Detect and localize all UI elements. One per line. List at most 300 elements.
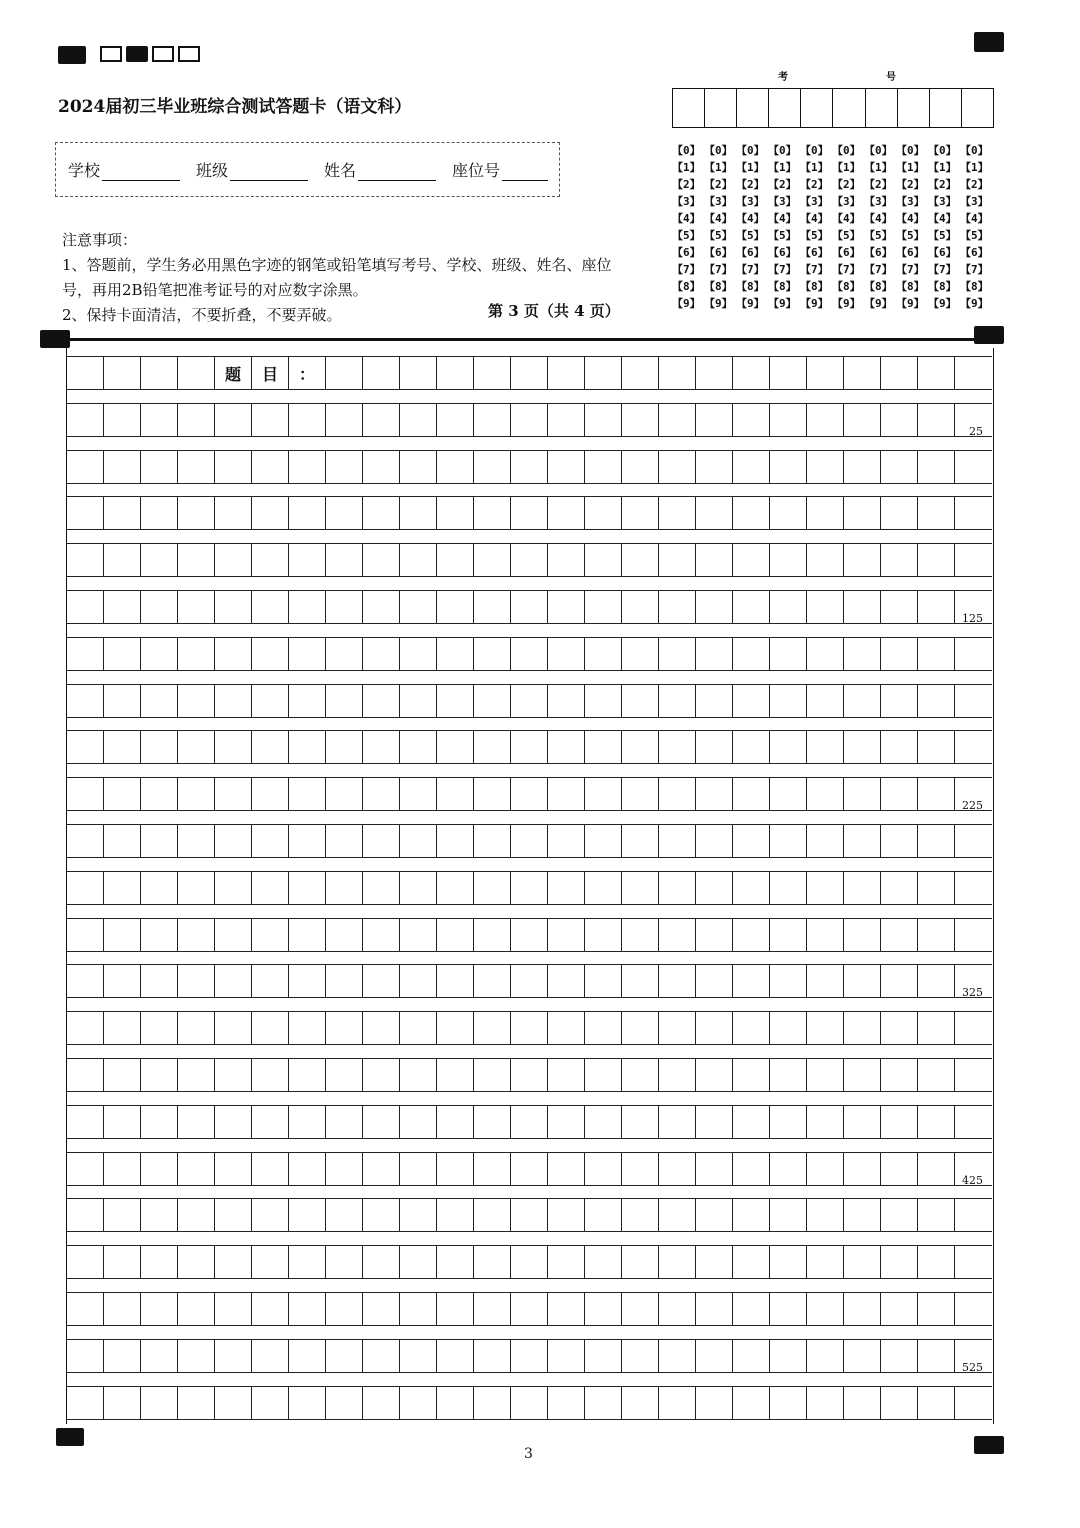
grid-cell[interactable]	[400, 965, 437, 997]
grid-cell[interactable]	[289, 1387, 326, 1419]
grid-cell[interactable]	[141, 965, 178, 997]
digit-bubble[interactable]: 【2】	[768, 178, 797, 191]
digit-bubble[interactable]: 【7】	[832, 263, 861, 276]
grid-cell[interactable]	[178, 685, 215, 717]
grid-cell[interactable]	[955, 825, 992, 857]
grid-cell[interactable]	[622, 1059, 659, 1091]
digit-bubble[interactable]: 【5】	[960, 229, 989, 242]
grid-cell[interactable]	[67, 1059, 104, 1091]
grid-cell[interactable]	[696, 778, 733, 810]
grid-cell[interactable]	[733, 1199, 770, 1231]
grid-cell[interactable]	[696, 451, 733, 483]
grid-cell[interactable]	[252, 919, 289, 951]
grid-cell[interactable]	[252, 404, 289, 436]
grid-cell[interactable]	[178, 1340, 215, 1372]
grid-cell[interactable]	[696, 685, 733, 717]
grid-cell[interactable]	[437, 1340, 474, 1372]
exam-number-box[interactable]	[673, 89, 705, 127]
grid-cell[interactable]	[141, 1199, 178, 1231]
grid-cell[interactable]	[511, 1387, 548, 1419]
grid-cell[interactable]	[67, 1012, 104, 1044]
grid-cell[interactable]	[955, 731, 992, 763]
digit-bubble[interactable]: 【8】	[800, 280, 829, 293]
grid-cell[interactable]	[881, 965, 918, 997]
grid-cell[interactable]	[955, 357, 992, 389]
digit-bubble[interactable]: 【9】	[864, 297, 893, 310]
grid-cell[interactable]	[881, 1293, 918, 1325]
grid-cell[interactable]	[178, 1153, 215, 1185]
grid-cell[interactable]	[437, 1293, 474, 1325]
grid-cell[interactable]	[807, 497, 844, 529]
digit-bubble[interactable]: 【6】	[736, 246, 765, 259]
grid-cell[interactable]	[622, 685, 659, 717]
grid-cell[interactable]	[696, 1059, 733, 1091]
info-field-0[interactable]	[68, 158, 180, 181]
grid-cell[interactable]	[659, 591, 696, 623]
grid-cell[interactable]	[622, 919, 659, 951]
grid-cell[interactable]	[178, 451, 215, 483]
grid-cell[interactable]	[918, 1059, 955, 1091]
digit-bubble[interactable]: 【3】	[896, 195, 925, 208]
digit-bubble[interactable]: 【7】	[960, 263, 989, 276]
grid-cell[interactable]	[918, 1012, 955, 1044]
grid-cell[interactable]	[363, 1293, 400, 1325]
grid-cell[interactable]	[178, 1199, 215, 1231]
grid-cell[interactable]	[696, 404, 733, 436]
grid-cell[interactable]	[400, 591, 437, 623]
grid-cell[interactable]	[289, 1012, 326, 1044]
grid-cell[interactable]	[363, 638, 400, 670]
digit-bubble[interactable]: 【1】	[928, 161, 957, 174]
grid-cell[interactable]	[807, 1012, 844, 1044]
digit-bubble[interactable]: 【0】	[832, 144, 861, 157]
grid-cell[interactable]	[511, 778, 548, 810]
grid-cell[interactable]	[659, 451, 696, 483]
grid-cell[interactable]	[622, 731, 659, 763]
grid-cell[interactable]	[215, 1199, 252, 1231]
grid-cell[interactable]	[289, 685, 326, 717]
grid-cell[interactable]	[770, 1059, 807, 1091]
grid-cell[interactable]	[400, 1387, 437, 1419]
grid-cell[interactable]	[215, 1340, 252, 1372]
grid-cell[interactable]	[437, 919, 474, 951]
grid-cell[interactable]	[178, 778, 215, 810]
grid-cell[interactable]	[511, 1059, 548, 1091]
grid-cell[interactable]	[659, 1246, 696, 1278]
exam-number-box[interactable]	[866, 89, 898, 127]
grid-cell[interactable]	[252, 497, 289, 529]
grid-cell[interactable]	[437, 497, 474, 529]
digit-bubble[interactable]: 【6】	[832, 246, 861, 259]
grid-cell[interactable]	[474, 544, 511, 576]
grid-cell[interactable]	[659, 1106, 696, 1138]
grid-cell[interactable]	[807, 965, 844, 997]
digit-bubble[interactable]: 【0】	[704, 144, 733, 157]
digit-bubble[interactable]: 【8】	[736, 280, 765, 293]
grid-cell[interactable]	[807, 1387, 844, 1419]
grid-cell[interactable]	[548, 1199, 585, 1231]
grid-cell[interactable]	[955, 1246, 992, 1278]
grid-cell[interactable]	[696, 497, 733, 529]
digit-bubble[interactable]: 【8】	[768, 280, 797, 293]
grid-cell[interactable]	[548, 638, 585, 670]
grid-cell[interactable]	[104, 778, 141, 810]
grid-cell[interactable]	[511, 1012, 548, 1044]
grid-cell[interactable]	[585, 357, 622, 389]
grid-cell[interactable]	[400, 638, 437, 670]
grid-cell[interactable]	[326, 965, 363, 997]
grid-cell[interactable]	[326, 872, 363, 904]
grid-cell[interactable]	[844, 919, 881, 951]
grid-cell[interactable]	[67, 1106, 104, 1138]
digit-bubble[interactable]: 【6】	[800, 246, 829, 259]
grid-cell[interactable]	[326, 778, 363, 810]
grid-cell[interactable]	[585, 1012, 622, 1044]
grid-cell[interactable]	[215, 825, 252, 857]
digit-bubble[interactable]: 【9】	[704, 297, 733, 310]
digit-bubble[interactable]: 【3】	[704, 195, 733, 208]
digit-bubble[interactable]: 【4】	[960, 212, 989, 225]
grid-cell[interactable]	[733, 685, 770, 717]
grid-cell[interactable]	[585, 638, 622, 670]
grid-cell[interactable]	[733, 451, 770, 483]
grid-cell[interactable]	[252, 778, 289, 810]
grid-cell[interactable]	[326, 1387, 363, 1419]
grid-cell[interactable]	[474, 872, 511, 904]
grid-cell[interactable]	[881, 1387, 918, 1419]
grid-cell[interactable]	[918, 872, 955, 904]
grid-cell[interactable]	[363, 404, 400, 436]
grid-cell[interactable]	[659, 1059, 696, 1091]
grid-cell[interactable]	[289, 497, 326, 529]
grid-cell[interactable]	[659, 685, 696, 717]
grid-cell[interactable]	[289, 451, 326, 483]
digit-bubble[interactable]: 【7】	[928, 263, 957, 276]
grid-cell[interactable]	[844, 638, 881, 670]
digit-bubble[interactable]: 【0】	[928, 144, 957, 157]
grid-cell[interactable]	[141, 1387, 178, 1419]
grid-cell[interactable]	[363, 1340, 400, 1372]
grid-cell[interactable]	[252, 731, 289, 763]
grid-cell[interactable]	[437, 638, 474, 670]
grid-cell[interactable]	[474, 1153, 511, 1185]
grid-cell[interactable]	[881, 638, 918, 670]
grid-cell[interactable]	[955, 544, 992, 576]
grid-cell[interactable]	[141, 357, 178, 389]
digit-bubble[interactable]: 【9】	[960, 297, 989, 310]
grid-cell[interactable]	[881, 1012, 918, 1044]
grid-cell[interactable]	[548, 591, 585, 623]
grid-cell[interactable]	[770, 357, 807, 389]
grid-cell[interactable]	[548, 872, 585, 904]
grid-cell[interactable]	[881, 1199, 918, 1231]
grid-cell[interactable]	[289, 544, 326, 576]
grid-cell[interactable]	[326, 591, 363, 623]
digit-bubble[interactable]: 【6】	[704, 246, 733, 259]
exam-number-box[interactable]	[930, 89, 962, 127]
grid-cell[interactable]	[881, 357, 918, 389]
grid-cell[interactable]	[881, 451, 918, 483]
grid-cell[interactable]	[807, 731, 844, 763]
grid-cell[interactable]	[770, 778, 807, 810]
grid-cell[interactable]	[326, 404, 363, 436]
grid-cell[interactable]	[215, 497, 252, 529]
digit-bubble[interactable]: 【1】	[704, 161, 733, 174]
grid-cell[interactable]	[659, 497, 696, 529]
grid-cell[interactable]	[215, 1387, 252, 1419]
digit-bubble[interactable]: 【3】	[736, 195, 765, 208]
grid-cell[interactable]	[733, 1246, 770, 1278]
grid-cell[interactable]	[400, 357, 437, 389]
grid-cell[interactable]	[289, 778, 326, 810]
digit-bubble[interactable]: 【5】	[896, 229, 925, 242]
grid-cell[interactable]	[918, 451, 955, 483]
grid-cell[interactable]	[326, 1293, 363, 1325]
grid-cell[interactable]	[363, 1106, 400, 1138]
grid-cell[interactable]	[437, 404, 474, 436]
grid-cell[interactable]	[178, 497, 215, 529]
grid-cell[interactable]	[955, 1012, 992, 1044]
grid-cell[interactable]	[400, 1293, 437, 1325]
grid-cell[interactable]	[622, 1293, 659, 1325]
grid-cell[interactable]	[622, 404, 659, 436]
grid-cell[interactable]	[474, 591, 511, 623]
grid-cell[interactable]	[659, 544, 696, 576]
grid-cell[interactable]	[141, 1293, 178, 1325]
grid-cell[interactable]	[955, 1059, 992, 1091]
grid-cell[interactable]	[437, 965, 474, 997]
grid-cell[interactable]	[104, 1059, 141, 1091]
grid-cell[interactable]	[844, 591, 881, 623]
grid-cell[interactable]	[844, 731, 881, 763]
grid-cell[interactable]	[881, 685, 918, 717]
grid-cell[interactable]	[696, 1106, 733, 1138]
grid-cell[interactable]	[622, 1153, 659, 1185]
grid-cell[interactable]	[178, 872, 215, 904]
grid-cell[interactable]	[67, 1340, 104, 1372]
grid-cell[interactable]	[918, 544, 955, 576]
grid-cell[interactable]	[289, 1059, 326, 1091]
grid-cell[interactable]	[733, 1059, 770, 1091]
grid-cell[interactable]	[807, 1340, 844, 1372]
digit-bubble[interactable]: 【3】	[960, 195, 989, 208]
digit-bubble[interactable]: 【3】	[672, 195, 701, 208]
grid-cell[interactable]	[474, 1012, 511, 1044]
grid-cell[interactable]	[141, 685, 178, 717]
grid-cell[interactable]	[585, 1246, 622, 1278]
grid-cell[interactable]	[844, 404, 881, 436]
grid-cell[interactable]	[400, 825, 437, 857]
grid-cell[interactable]	[733, 591, 770, 623]
grid-cell[interactable]	[289, 825, 326, 857]
grid-cell[interactable]	[585, 1387, 622, 1419]
grid-cell[interactable]	[881, 404, 918, 436]
grid-cell[interactable]	[511, 872, 548, 904]
digit-bubble[interactable]: 【7】	[704, 263, 733, 276]
digit-bubble[interactable]: 【6】	[768, 246, 797, 259]
info-field-blank[interactable]	[358, 162, 436, 181]
grid-cell[interactable]	[770, 1012, 807, 1044]
grid-cell[interactable]	[437, 591, 474, 623]
grid-cell[interactable]	[67, 731, 104, 763]
grid-cell[interactable]	[696, 1012, 733, 1044]
grid-cell[interactable]	[585, 685, 622, 717]
grid-cell[interactable]	[141, 591, 178, 623]
grid-cell[interactable]	[733, 1387, 770, 1419]
grid-cell[interactable]	[400, 685, 437, 717]
grid-cell[interactable]	[67, 404, 104, 436]
grid-cell[interactable]	[437, 1246, 474, 1278]
grid-cell[interactable]	[289, 965, 326, 997]
grid-cell[interactable]	[548, 1153, 585, 1185]
grid-cell[interactable]	[141, 1012, 178, 1044]
digit-bubble[interactable]: 【4】	[832, 212, 861, 225]
grid-cell[interactable]	[881, 778, 918, 810]
grid-cell[interactable]	[733, 919, 770, 951]
grid-cell[interactable]	[511, 1293, 548, 1325]
grid-cell[interactable]	[548, 1246, 585, 1278]
digit-bubble[interactable]: 【9】	[768, 297, 797, 310]
grid-cell[interactable]	[289, 1246, 326, 1278]
grid-cell[interactable]	[474, 685, 511, 717]
grid-cell[interactable]	[215, 1293, 252, 1325]
grid-cell[interactable]	[363, 591, 400, 623]
grid-cell[interactable]	[622, 778, 659, 810]
grid-cell[interactable]	[104, 685, 141, 717]
grid-cell[interactable]	[252, 1059, 289, 1091]
grid-cell[interactable]	[67, 1153, 104, 1185]
digit-bubble[interactable]: 【0】	[768, 144, 797, 157]
grid-cell[interactable]	[659, 731, 696, 763]
grid-cell[interactable]	[955, 1387, 992, 1419]
grid-cell[interactable]	[437, 1012, 474, 1044]
grid-cell[interactable]	[622, 1106, 659, 1138]
grid-cell[interactable]	[659, 404, 696, 436]
grid-cell[interactable]	[215, 1246, 252, 1278]
grid-cell[interactable]	[437, 1199, 474, 1231]
grid-cell[interactable]	[437, 872, 474, 904]
grid-cell[interactable]	[622, 451, 659, 483]
grid-cell[interactable]	[511, 497, 548, 529]
grid-cell[interactable]	[400, 1199, 437, 1231]
digit-bubble[interactable]: 【1】	[800, 161, 829, 174]
grid-cell[interactable]	[585, 1059, 622, 1091]
grid-cell[interactable]	[363, 1153, 400, 1185]
grid-cell[interactable]	[104, 1106, 141, 1138]
grid-cell[interactable]	[585, 872, 622, 904]
digit-bubble[interactable]: 【5】	[768, 229, 797, 242]
grid-cell[interactable]	[511, 451, 548, 483]
grid-cell[interactable]	[67, 1387, 104, 1419]
grid-cell[interactable]	[178, 1106, 215, 1138]
grid-cell[interactable]	[141, 1106, 178, 1138]
grid-cell[interactable]	[141, 1340, 178, 1372]
grid-cell[interactable]	[585, 1106, 622, 1138]
digit-bubble[interactable]: 【5】	[672, 229, 701, 242]
digit-bubble[interactable]: 【2】	[960, 178, 989, 191]
digit-bubble[interactable]: 【1】	[832, 161, 861, 174]
grid-cell[interactable]	[252, 591, 289, 623]
grid-cell[interactable]	[844, 1012, 881, 1044]
grid-cell[interactable]	[400, 1012, 437, 1044]
grid-cell[interactable]	[67, 638, 104, 670]
grid-cell[interactable]	[548, 1387, 585, 1419]
grid-cell[interactable]	[215, 778, 252, 810]
grid-cell[interactable]	[215, 1012, 252, 1044]
grid-cell[interactable]	[659, 1012, 696, 1044]
grid-cell[interactable]	[955, 919, 992, 951]
grid-cell[interactable]	[67, 919, 104, 951]
grid-cell[interactable]	[289, 1293, 326, 1325]
grid-cell[interactable]	[363, 919, 400, 951]
grid-cell[interactable]	[178, 919, 215, 951]
grid-cell[interactable]	[363, 357, 400, 389]
grid-cell[interactable]	[67, 357, 104, 389]
grid-cell[interactable]	[807, 591, 844, 623]
grid-cell[interactable]	[733, 731, 770, 763]
digit-bubble[interactable]: 【8】	[928, 280, 957, 293]
digit-bubble[interactable]: 【6】	[864, 246, 893, 259]
grid-cell[interactable]	[585, 544, 622, 576]
grid-cell[interactable]	[511, 591, 548, 623]
grid-cell[interactable]	[918, 685, 955, 717]
info-field-2[interactable]	[324, 158, 436, 181]
digit-bubble[interactable]: 【4】	[896, 212, 925, 225]
grid-cell[interactable]	[289, 872, 326, 904]
grid-cell[interactable]	[807, 544, 844, 576]
grid-cell[interactable]	[141, 497, 178, 529]
grid-cell[interactable]	[289, 731, 326, 763]
grid-cell[interactable]	[622, 965, 659, 997]
grid-cell[interactable]	[141, 638, 178, 670]
grid-cell[interactable]	[770, 1387, 807, 1419]
grid-cell[interactable]	[511, 1199, 548, 1231]
grid-cell[interactable]	[400, 778, 437, 810]
grid-cell[interactable]	[733, 1340, 770, 1372]
grid-cell[interactable]	[696, 1153, 733, 1185]
grid-cell[interactable]	[807, 778, 844, 810]
grid-cell[interactable]	[807, 357, 844, 389]
grid-cell[interactable]	[104, 1153, 141, 1185]
grid-cell[interactable]	[326, 731, 363, 763]
grid-cell[interactable]	[141, 731, 178, 763]
grid-cell[interactable]	[881, 497, 918, 529]
grid-cell[interactable]	[548, 1293, 585, 1325]
grid-cell[interactable]	[215, 544, 252, 576]
grid-cell[interactable]	[548, 404, 585, 436]
grid-cell[interactable]	[252, 1293, 289, 1325]
digit-bubble[interactable]: 【0】	[672, 144, 701, 157]
grid-cell[interactable]	[474, 1059, 511, 1091]
grid-cell[interactable]	[548, 919, 585, 951]
digit-bubble[interactable]: 【1】	[768, 161, 797, 174]
digit-bubble[interactable]: 【7】	[800, 263, 829, 276]
grid-cell[interactable]	[955, 1106, 992, 1138]
digit-bubble[interactable]: 【5】	[864, 229, 893, 242]
digit-bubble[interactable]: 【6】	[960, 246, 989, 259]
grid-cell[interactable]	[363, 872, 400, 904]
grid-cell[interactable]	[511, 357, 548, 389]
grid-cell[interactable]	[770, 451, 807, 483]
grid-cell[interactable]	[178, 1059, 215, 1091]
grid-cell[interactable]	[807, 404, 844, 436]
grid-cell[interactable]	[67, 778, 104, 810]
grid-cell[interactable]	[881, 544, 918, 576]
grid-cell[interactable]	[326, 544, 363, 576]
grid-cell[interactable]	[252, 1246, 289, 1278]
grid-cell[interactable]	[548, 1059, 585, 1091]
grid-cell[interactable]	[511, 1340, 548, 1372]
